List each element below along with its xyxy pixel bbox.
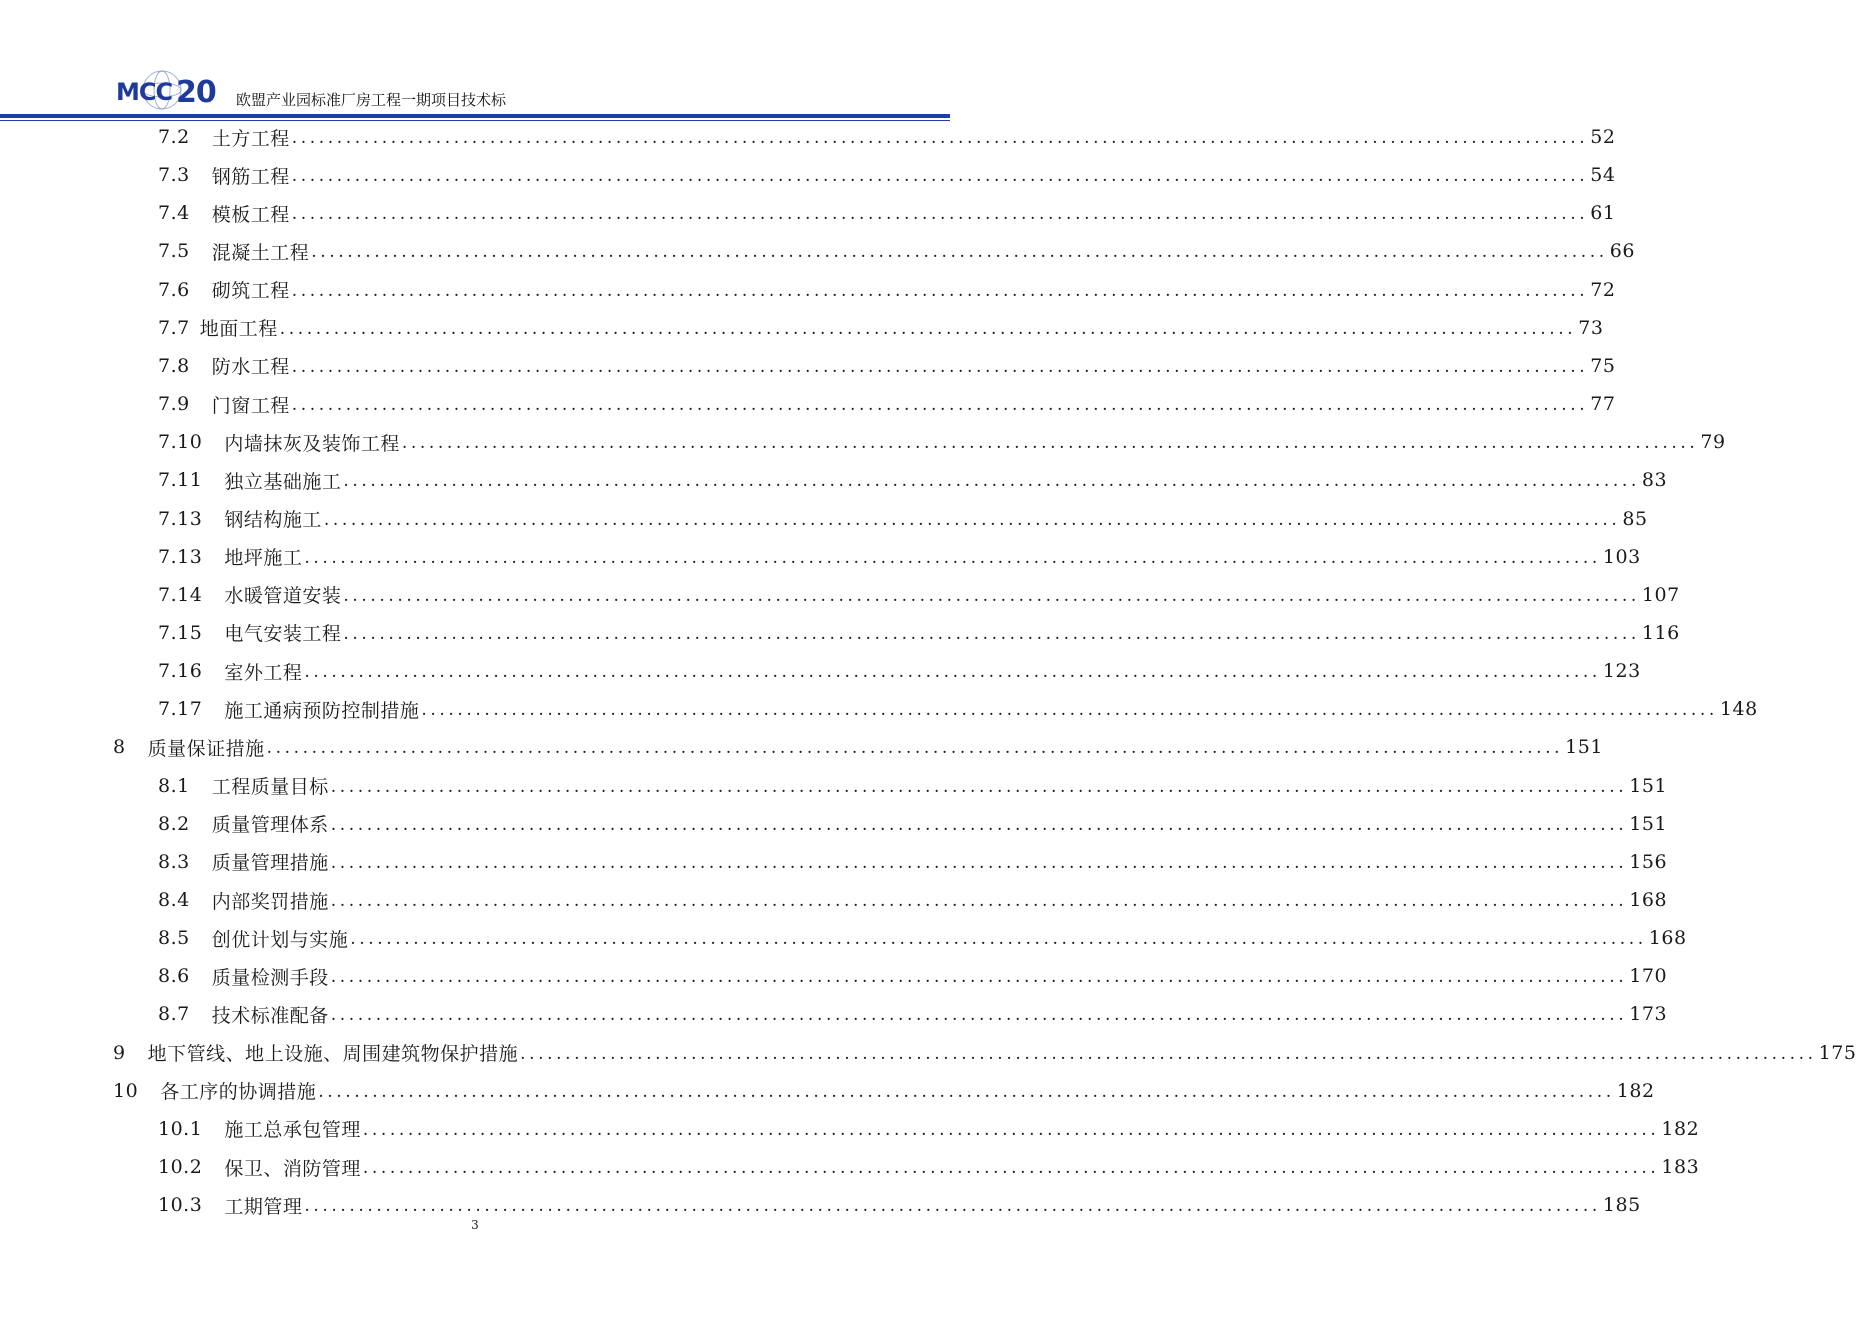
toc-dot-leader: ................................................................................................................................................: [323, 509, 1621, 530]
toc-entry-title: 水暖管道安装: [224, 585, 342, 608]
toc-dot-leader: ................................................................................................................................................: [362, 1158, 1660, 1179]
toc-entry[interactable]: [158, 881, 1668, 919]
toc-entry[interactable]: [158, 767, 1668, 805]
toc-entry-page: 66: [1609, 240, 1635, 263]
toc-entry-title: 门窗工程: [211, 394, 290, 417]
toc-entry-number: 7.15: [158, 621, 203, 644]
toc-entry[interactable]: [158, 614, 1680, 652]
svg-text:20: 20: [176, 75, 216, 110]
toc-entry-number: 8.2: [158, 812, 190, 835]
toc-entry-page: 182: [1661, 1117, 1700, 1140]
toc-entry-page: 77: [1590, 393, 1616, 416]
toc-entry-number: 8.4: [158, 889, 190, 911]
toc-dot-leader: ................................................................................................................................................: [343, 585, 1640, 606]
toc-entry-number: 8.3: [158, 850, 190, 873]
toc-entry-title: 钢筋工程: [211, 165, 290, 188]
toc-dot-leader: ................................................................................................................................................: [421, 700, 1718, 721]
toc-entry-number: 7.16: [158, 660, 203, 683]
toc-entry-number: 7.4: [158, 202, 190, 225]
toc-entry[interactable]: [158, 1148, 1700, 1186]
toc-dot-leader: ................................................................................................................................................: [291, 280, 1589, 301]
document-title: 欧盟产业园标准厂房工程一期项目技术标: [236, 91, 507, 109]
toc-entry[interactable]: [113, 1034, 1856, 1072]
toc-entry[interactable]: [158, 423, 1726, 461]
toc-entry-title: 电气安装工程: [224, 623, 342, 646]
toc-entry-number: 7.17: [158, 698, 203, 721]
toc-entry-page: 72: [1590, 278, 1616, 301]
toc-dot-leader: ................................................................................................................................................: [291, 356, 1589, 377]
toc-dot-leader: ................................................................................................................................................: [330, 967, 1628, 988]
toc-entry-title: 施工总承包管理: [224, 1119, 361, 1142]
toc-entry-page: 61: [1590, 202, 1616, 225]
toc-entry-page: 151: [1629, 812, 1668, 835]
toc-entry[interactable]: [158, 194, 1616, 232]
toc-dot-leader: ................................................................................................................................................: [304, 662, 1601, 683]
toc-entry-page: 182: [1616, 1079, 1655, 1102]
toc-entry-page: 170: [1629, 965, 1668, 988]
toc-entry-page: 156: [1629, 850, 1668, 873]
toc-entry[interactable]: [158, 919, 1687, 957]
toc-entry-page: 85: [1622, 507, 1648, 530]
toc-entry-title: 室外工程: [224, 661, 303, 684]
toc-dot-leader: ................................................................................................................................................: [291, 204, 1589, 225]
toc-dot-leader: ................................................................................................................................................: [311, 242, 1608, 263]
toc-dot-leader: ................................................................................................................................................: [350, 929, 1647, 950]
toc-entry-title: 质量保证措施: [147, 737, 265, 760]
toc-entry-number: 7.8: [158, 354, 190, 377]
toc-entry-number: 10.2: [158, 1156, 203, 1179]
toc-entry[interactable]: [158, 576, 1680, 614]
toc-entry-page: 75: [1590, 354, 1616, 377]
toc-entry-title: 地下管线、地上设施、周围建筑物保护措施: [147, 1043, 519, 1066]
toc-entry-title: 质量检测手段: [211, 966, 329, 989]
toc-entry-title: 创优计划与实施: [211, 928, 349, 951]
toc-entry[interactable]: [158, 461, 1668, 499]
toc-entry[interactable]: [158, 843, 1668, 881]
toc-entry-title: 内墙抹灰及装饰工程: [224, 432, 400, 455]
toc-entry-page: 148: [1719, 698, 1758, 721]
toc-entry-title: 质量管理体系: [211, 814, 329, 837]
toc-entry-page: 183: [1661, 1156, 1700, 1179]
toc-entry-title: 钢结构施工: [224, 509, 322, 531]
toc-dot-leader: ................................................................................................................................................: [401, 433, 1699, 454]
toc-entry[interactable]: [158, 690, 1758, 728]
toc-entry-page: 79: [1700, 431, 1726, 454]
toc-dot-leader: ................................................................................................................................................: [330, 776, 1628, 797]
toc-entry-number: 10.3: [158, 1194, 203, 1217]
toc-entry-number: 7.7: [158, 316, 190, 339]
toc-entry-number: 10: [113, 1079, 139, 1102]
toc-entry-number: 8.5: [158, 927, 190, 950]
toc-entry[interactable]: [158, 1110, 1700, 1148]
toc-dot-leader: ................................................................................................................................................: [362, 1119, 1660, 1140]
toc-entry[interactable]: [158, 271, 1616, 309]
toc-entry-page: 151: [1565, 736, 1603, 759]
toc-entry-page: 185: [1602, 1194, 1641, 1217]
toc-entry-title: 工期管理: [224, 1195, 303, 1218]
toc-entry-title: 工程质量目标: [211, 776, 329, 799]
toc-entry-page: 173: [1629, 1003, 1668, 1026]
toc-entry-title: 技术标准配备: [211, 1004, 329, 1027]
toc-entry-page: 83: [1641, 469, 1668, 492]
toc-entry-number: 8.1: [158, 774, 190, 797]
toc-entry-title: 独立基础施工: [224, 470, 342, 493]
toc-dot-leader: ................................................................................................................................................: [343, 623, 1640, 644]
toc-dot-leader: ................................................................................................................................................: [318, 1081, 1615, 1102]
toc-entry-title: 土方工程: [211, 127, 290, 150]
toc-entry-number: 9: [113, 1041, 126, 1064]
toc-entry-page: 151: [1629, 774, 1668, 797]
toc-entry[interactable]: [113, 728, 1603, 766]
toc-entry-title: 模板工程: [211, 203, 290, 226]
toc-entry-number: 7.9: [158, 393, 190, 416]
toc-entry-number: 7.5: [158, 240, 190, 263]
toc-entry-title: 质量管理措施: [211, 852, 329, 875]
toc-entry-number: 7.13: [158, 507, 203, 530]
toc-entry-number: 7.3: [158, 164, 190, 187]
toc-entry-page: 168: [1648, 927, 1687, 950]
toc-entry-title: 地面工程: [199, 318, 278, 341]
toc-entry-title: 施工通病预防控制措施: [224, 699, 420, 722]
page-number: 3: [471, 1218, 479, 1232]
toc-dot-leader: ................................................................................................................................................: [330, 891, 1628, 911]
toc-entry[interactable]: [158, 232, 1635, 270]
toc-entry-title: 保卫、消防管理: [224, 1157, 361, 1180]
toc-entry-number: 7.14: [158, 583, 203, 606]
toc-dot-leader: ................................................................................................................................................: [304, 547, 1601, 568]
toc-dot-leader: ................................................................................................................................................: [343, 471, 1640, 492]
toc-entry[interactable]: [158, 995, 1668, 1033]
toc-entry-page: 116: [1641, 621, 1680, 644]
toc-dot-leader: ................................................................................................................................................: [266, 738, 1564, 759]
mcc20-logo: [114, 70, 230, 112]
toc-entry[interactable]: [158, 118, 1616, 156]
toc-entry-number: 8: [113, 736, 126, 759]
toc-entry[interactable]: [158, 347, 1616, 385]
toc-entry-number: 7.11: [158, 469, 203, 492]
toc-dot-leader: ................................................................................................................................................: [291, 166, 1589, 187]
toc-entry-title: 混凝土工程: [211, 241, 310, 264]
svg-text:MCC: MCC: [116, 78, 173, 106]
toc-entry[interactable]: [158, 652, 1641, 690]
toc-dot-leader: ................................................................................................................................................: [520, 1043, 1817, 1064]
toc-entry-title: 内部奖罚措施: [211, 890, 329, 913]
toc-entry[interactable]: [158, 805, 1668, 843]
toc-entry-title: 地坪施工: [224, 547, 303, 570]
page-header: [0, 0, 950, 125]
toc-entry[interactable]: [158, 500, 1648, 538]
toc-entry-page: 168: [1629, 889, 1668, 911]
toc-entry-number: 7.2: [158, 126, 190, 148]
toc-dot-leader: ................................................................................................................................................: [330, 852, 1628, 873]
toc-dot-leader: ................................................................................................................................................: [291, 128, 1589, 148]
toc-entry-page: 52: [1590, 126, 1616, 148]
toc-entry-page: 73: [1578, 316, 1604, 339]
toc-dot-leader: ................................................................................................................................................: [330, 814, 1628, 835]
toc-entry-page: 123: [1602, 660, 1641, 683]
toc-entry-page: 103: [1602, 545, 1641, 568]
toc-dot-leader: ................................................................................................................................................: [291, 395, 1589, 416]
toc-dot-leader: ................................................................................................................................................: [304, 1196, 1601, 1217]
toc-dot-leader: ................................................................................................................................................: [279, 318, 1577, 339]
toc-entry[interactable]: [158, 309, 1604, 347]
toc-entry-number: 7.6: [158, 278, 190, 301]
toc-entry-number: 8.6: [158, 965, 190, 988]
toc-entry-page: 54: [1590, 164, 1616, 187]
toc-entry-number: 10.1: [158, 1117, 203, 1140]
toc-entry[interactable]: [158, 385, 1616, 423]
toc-entry-title: 砌筑工程: [211, 280, 290, 303]
toc-entry[interactable]: [158, 538, 1641, 576]
toc-entry[interactable]: [113, 1072, 1655, 1110]
toc-entry-title: 防水工程: [211, 356, 290, 379]
toc-entry-number: 7.13: [158, 545, 203, 568]
toc-dot-leader: ................................................................................................................................................: [330, 1005, 1628, 1026]
toc-entry[interactable]: [158, 156, 1616, 194]
toc-entry[interactable]: [158, 957, 1668, 995]
toc-entry-number: 7.10: [158, 431, 203, 454]
toc-entry-page: 175: [1818, 1041, 1856, 1064]
toc-entry-page: 107: [1641, 583, 1680, 606]
toc-entry-title: 各工序的协调措施: [160, 1081, 317, 1104]
toc-entry-number: 8.7: [158, 1003, 190, 1026]
